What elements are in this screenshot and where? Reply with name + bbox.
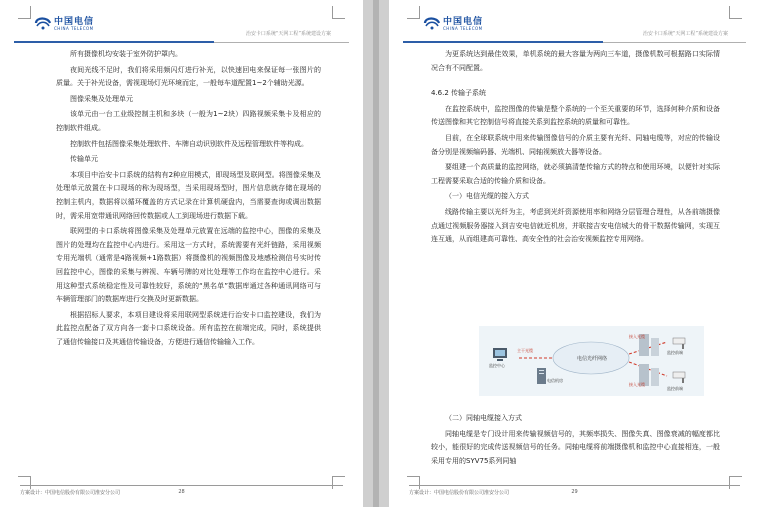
paragraph: 要组建一个高质量的监控网络，就必须搞清楚传输方式的特点和使用环境，以便针对实际工程需要采取合适的传输介质和设备。 — [431, 163, 720, 185]
page-gutter — [363, 0, 389, 507]
logo-text: 中国电信 — [443, 17, 484, 27]
page-footer — [20, 485, 343, 501]
footer-divider — [409, 485, 740, 486]
subheading: 传输单元 — [70, 155, 98, 164]
logo-subtext: CHINA TELECOM — [443, 26, 483, 31]
paragraph: 夜间光线不足时，我们将采用频闪灯进行补光，以快速回电来保证每一张图片的质量。关于补光设备，需视现场灯光环境而定，一般每车道配置1~2个辅助光源。 — [56, 65, 321, 88]
paragraph: 该单元由一台工业级控制主机和多块（一般为1~2块）四路视频采集卡及相应的控制软件组成。 — [56, 110, 321, 132]
section-heading: 4.6.2 传输子系统 — [431, 89, 487, 98]
logo-subtext: CHINA TELECOM — [54, 26, 94, 31]
paragraph: 为更系统达到最佳效果，单机系统的最大容量为两向三车道，摄像机数可根据路口实际情况合有不同配置。 — [431, 50, 720, 72]
diagram-label-cloud: 电信光纤网络 — [577, 356, 608, 362]
header-title: 治安卡口系统“天网工程”系统建设方案 — [245, 31, 331, 37]
header-accent-line — [14, 41, 214, 43]
paragraph: 根据招标人要求，本项目建设将采用联网型系统进行治安卡口监控建设，我们为此监控点配备了双方向各一套卡口系统设备。所有监控在前端完成，同时，系统提供了通信传输接口及其通信传输设备，方便进行通信传输输入工作。 — [56, 310, 321, 346]
subheading: 图像采集及处理单元 — [70, 94, 133, 103]
diagram-label-camera: 监控前端 — [667, 350, 683, 355]
diagram-label-monitor-center: 监控中心 — [489, 363, 505, 368]
subheading: （一）电信光缆的接入方式 — [445, 192, 529, 201]
page-header — [14, 10, 349, 40]
paragraph: 本项目中治安卡口系统的结构有2种应用模式，即现场型及联网型。将图像采集及处理单元放置在卡口现场的称为现场型，当采用现场型时，图片信息就存储在现场的控制主机内，数据将以循环覆盖的方式记录在计算机硬盘内，当需要查询或调出数据时，需采用宽带通讯网络回传数据或人工到现场进行数据下载。 — [56, 170, 321, 220]
diagram-label-access: 接入光缆 — [629, 334, 645, 339]
server-icon — [537, 368, 546, 384]
telecom-logo-icon — [34, 14, 52, 32]
paragraph: 同轴电缆是专门设计用来传输视频信号的，其频率损失、图像失真、图像衰减的幅度都比较小，能很好的完成传送视频信号的任务。同轴电缆将前端摄像机和监控中心直接相连，一般采用专用的SYV75系列同轴 — [431, 429, 720, 465]
diagram-label-camera: 监控前端 — [667, 386, 683, 391]
diagram-label-server: 电信机房 — [547, 378, 563, 383]
logo-text: 中国电信 — [54, 17, 95, 27]
page-body — [431, 48, 720, 247]
footer-company: 方案设计：中国电信股份有限公司淮安分公司 — [409, 490, 510, 496]
page-header — [403, 10, 746, 40]
page-number: 28 — [178, 489, 185, 495]
scrollbar[interactable] — [373, 0, 379, 507]
document-page-right — [389, 0, 760, 507]
paragraph: 线路传输主要以光纤为主，考虑到光纤资源使用率和网络分层管理合理性，从各前端摄像点通过视频服务器接入到吉安电信就近机房，并联接吉安电信城大的骨干数据传输网，实现互连互通，从而组建高可靠性、高安全性的社会治安视频监控专用网络。 — [431, 207, 720, 244]
network-diagram — [479, 326, 704, 396]
page-body — [56, 48, 321, 349]
header-title: 治安卡口系统“天网工程”系统建设方案 — [642, 31, 728, 37]
document-page-left — [0, 0, 363, 507]
diagram-label-backbone: 主干光缆 — [517, 348, 533, 353]
paragraph: 联网型的卡口系统将图像采集及处理单元放置在远端的监控中心，图像的采集及图片的处理均在监控中心内进行。采用这一方式时，系统需要有光纤链路，采用视频专用光端机（通常是4路视频+1路数据）将摄像机的视频图像及地感检测信号实时传回监控中心，图像的采集与辨视、车辆号牌的对比处理等工作均在监控中心进行。采用这种型式系统稳定性及可靠性较好，系统的“黑名单”数据库通过各种通讯网络可与车辆管理部门的数据库进行交换及时更新数据。 — [56, 227, 321, 304]
footer-divider — [20, 485, 343, 486]
paragraph: 所有摄像机均安装于室外防护罩内。 — [70, 50, 182, 58]
paragraph: 在监控系统中，监控图像的传输是整个系统的一个至关重要的环节，选择何种介质和设备传送图像和其它控制信号将直接关系到监控系统的质量和可靠性。 — [431, 104, 720, 127]
footer-company: 方案设计：中国电信股份有限公司淮安分公司 — [20, 490, 121, 496]
china-telecom-logo — [34, 10, 104, 38]
page-footer — [409, 485, 740, 501]
paragraph: 目前，在全球联系统中用来传输图像信号的介质主要有光纤、同轴电缆等，对应的传输设备分别是视频编码器、光端机、同轴视频放大器等设备。 — [431, 133, 720, 156]
page-number: 29 — [571, 489, 578, 495]
subheading: （二）同轴电缆接入方式 — [445, 414, 522, 422]
diagram-label-access: 接入光缆 — [629, 382, 645, 387]
page-body-lower — [431, 412, 720, 468]
china-telecom-logo — [423, 10, 493, 38]
paragraph: 控制软件包括图像采集处理软件、车牌自动识别软件及远程管理软件等构成。 — [70, 139, 308, 148]
telecom-logo-icon — [423, 14, 441, 32]
header-accent-line — [403, 41, 603, 43]
